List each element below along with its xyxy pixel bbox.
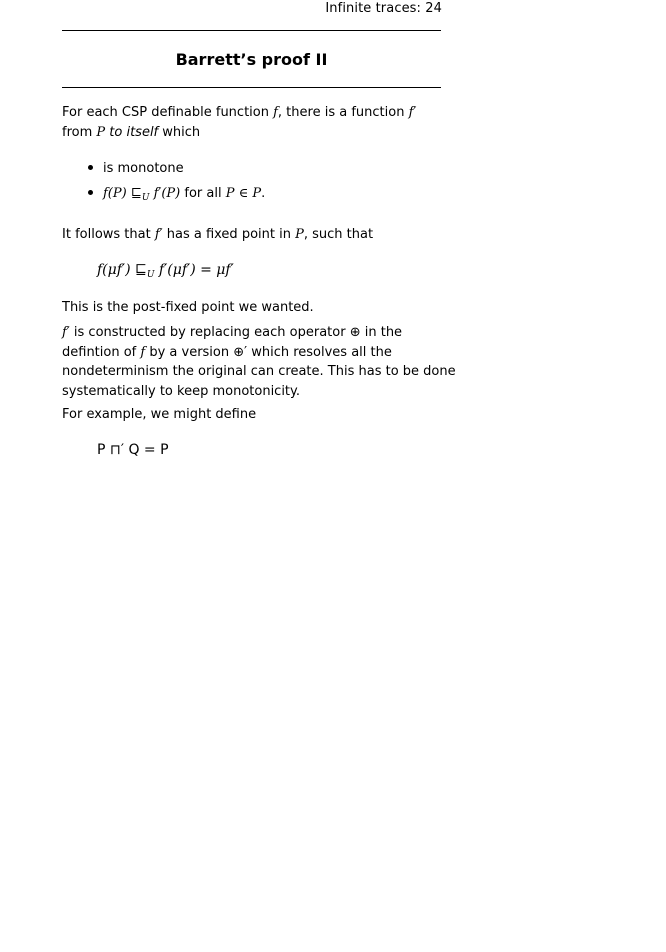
slide-title: Barrett’s proof II bbox=[175, 50, 328, 69]
example-definition: P ⊓′ Q = P bbox=[97, 442, 169, 458]
intro-text-3: from bbox=[62, 124, 97, 140]
bullet-icon bbox=[88, 165, 93, 170]
follows-text-2: has a fixed point in bbox=[162, 227, 296, 242]
math-calligraphic-p: P bbox=[295, 227, 304, 242]
math-f-prime: f′ bbox=[408, 105, 417, 120]
intro-text-1: For each CSP definable function bbox=[62, 105, 274, 120]
intro-paragraph bbox=[62, 103, 442, 142]
construction-line-4: systematically to keep monotonicity. bbox=[62, 383, 301, 399]
bullet-item-monotone bbox=[88, 161, 184, 176]
math-membership: P ∈ bbox=[225, 186, 253, 201]
math-calligraphic-p: P bbox=[96, 124, 106, 140]
construction-paragraph bbox=[62, 323, 456, 401]
construction-line-1: is constructed by replacing each operator ⊕ in the bbox=[69, 325, 403, 340]
math-f-prime: f′ bbox=[154, 227, 163, 242]
math-calligraphic-p: P bbox=[252, 186, 262, 201]
fixed-point-equation bbox=[97, 262, 234, 278]
top-rule bbox=[62, 30, 441, 31]
equation-rhs: f′(μf′) = μf′ bbox=[154, 262, 234, 278]
bullet-item-refinement: f(P) $⊑_U$ f′(P) for all P ∈ P. bbox=[88, 186, 265, 201]
intro-text-2: , there is a function bbox=[277, 105, 409, 120]
follows-text-3: , such that bbox=[303, 227, 374, 242]
construction-line-2b: by a version ⊕′ which resolves all the bbox=[145, 344, 392, 360]
example-paragraph: For example, we might define bbox=[62, 407, 257, 422]
bullet-text: is monotone bbox=[103, 161, 184, 176]
math-refinement-rhs: f′(P) bbox=[149, 186, 181, 201]
postfixed-paragraph: This is the post-fixed point we wanted. bbox=[62, 300, 314, 315]
emphasis-to-itself: to itself bbox=[109, 124, 159, 140]
math-subscript-u: U bbox=[146, 270, 155, 280]
intro-text-4: which bbox=[158, 124, 201, 140]
math-refinement-lhs: f(P) ⊑ bbox=[103, 186, 142, 201]
math-f-prime: f′ bbox=[62, 325, 70, 340]
construction-line-3: nondeterminism the original can create. This has to be done bbox=[62, 364, 456, 379]
math-f: f bbox=[140, 344, 146, 360]
follows-paragraph bbox=[62, 225, 442, 245]
running-head: Infinite traces: 24 bbox=[325, 1, 442, 16]
follows-text-1: It follows that bbox=[62, 227, 155, 242]
construction-line-2a: defintion of bbox=[62, 344, 141, 360]
bottom-rule bbox=[62, 87, 441, 88]
bullet-icon bbox=[88, 190, 93, 195]
equation-lhs: f(μf′) ⊑ bbox=[97, 262, 147, 278]
bullet-text-mid: for all bbox=[180, 186, 226, 201]
math-f: f bbox=[273, 105, 278, 120]
math-subscript-u: U bbox=[141, 193, 150, 203]
